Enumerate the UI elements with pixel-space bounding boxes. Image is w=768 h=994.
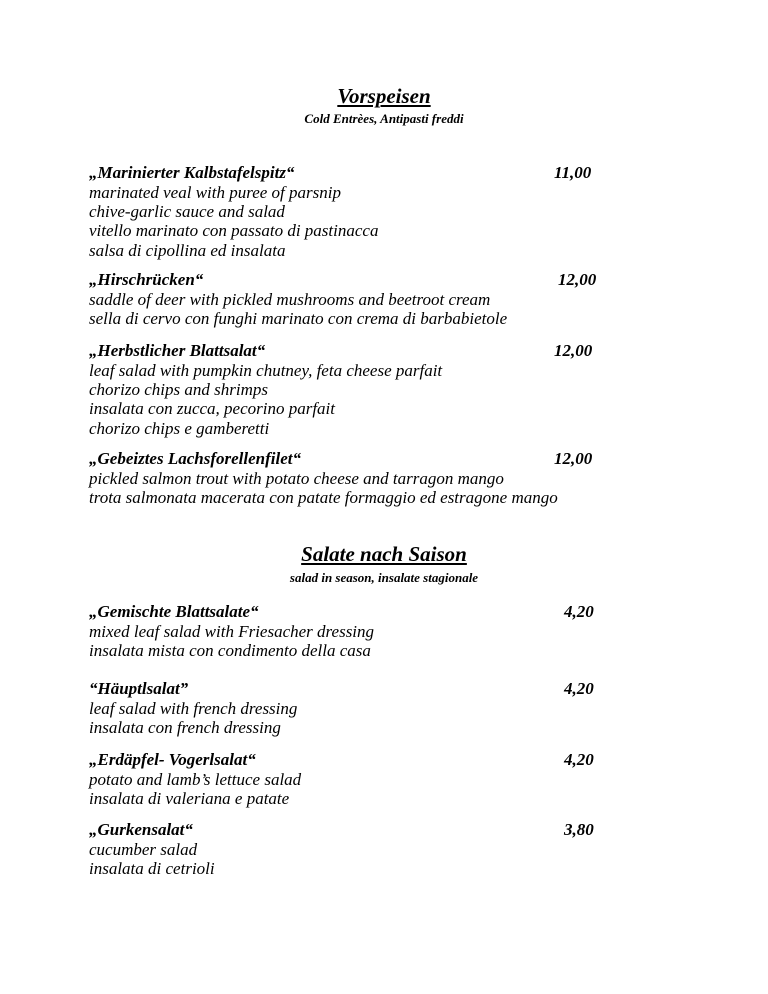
item-desc-line: chorizo chips and shrimps — [89, 380, 268, 400]
section-subtitle-salate: salad in season, insalate stagionale — [289, 570, 479, 585]
item-desc-line: insalata di valeriana e patate — [89, 789, 290, 809]
item-price: 4,20 — [564, 750, 594, 769]
section-subtitle-vorspeisen: Cold Entrèes, Antipasti freddi — [304, 111, 464, 126]
item-name: „Herbstlicher Blattsalat“ — [89, 341, 266, 360]
item-desc-line: salsa di cipollina ed insalata — [89, 240, 286, 260]
item-price: 4,20 — [564, 679, 594, 698]
menu-item — [89, 750, 604, 808]
item-name: „Gebeiztes Lachsforellenfilet“ — [89, 449, 301, 468]
item-desc-line: insalata con french dressing — [89, 718, 281, 738]
item-desc-line: potato and lamb’s lettuce salad — [89, 770, 302, 789]
menu-item — [89, 270, 604, 328]
item-name: „Gurkensalat“ — [89, 820, 193, 839]
item-price: 11,00 — [554, 163, 592, 182]
section-title-vorspeisen: Vorspeisen — [337, 84, 431, 108]
item-desc-line: marinated veal with puree of parsnip — [89, 183, 341, 202]
item-desc-line: chive-garlic sauce and salad — [89, 202, 285, 222]
item-desc-line: sella di cervo con funghi marinato con crema di barbabietole — [89, 309, 508, 329]
item-desc-line: chorizo chips e gamberetti — [89, 418, 270, 438]
item-desc-line: leaf salad with pumpkin chutney, feta cheese parfait — [89, 361, 443, 380]
item-name: „Gemischte Blattsalate“ — [89, 602, 259, 621]
item-desc-line: mixed leaf salad with Friesacher dressing — [89, 622, 375, 641]
item-desc-line: cucumber salad — [89, 840, 198, 859]
menu-item — [89, 341, 604, 438]
item-name: „Erdäpfel- Vogerlsalat“ — [89, 750, 256, 769]
item-desc-line: vitello marinato con passato di pastinacca — [89, 221, 379, 241]
item-name: „Hirschrücken“ — [89, 270, 204, 289]
menu-item — [89, 163, 604, 260]
item-price: 12,00 — [554, 449, 593, 468]
section-title-salate: Salate nach Saison — [301, 542, 467, 566]
item-desc-line: insalata di cetrioli — [89, 859, 215, 879]
item-price: 12,00 — [554, 341, 593, 360]
item-desc-line: insalata con zucca, pecorino parfait — [89, 399, 336, 419]
item-price: 3,80 — [564, 820, 594, 839]
menu-item — [89, 679, 604, 737]
menu-item — [89, 820, 604, 878]
item-desc-line: trota salmonata macerata con patate formaggio ed estragone mango — [89, 488, 558, 508]
item-desc-line: pickled salmon trout with potato cheese and tarragon mango — [89, 469, 504, 488]
item-desc-line: leaf salad with french dressing — [89, 699, 298, 718]
item-name: „Marinierter Kalbstafelspitz“ — [89, 163, 295, 182]
menu-item — [89, 602, 604, 660]
item-desc-line: saddle of deer with pickled mushrooms and beetroot cream — [89, 290, 491, 309]
menu-item — [89, 449, 604, 507]
item-name: “Häuptlsalat” — [89, 679, 189, 698]
item-desc-line: insalata mista con condimento della casa — [89, 641, 371, 661]
item-price: 4,20 — [564, 602, 594, 621]
item-price: 12,00 — [558, 270, 597, 289]
